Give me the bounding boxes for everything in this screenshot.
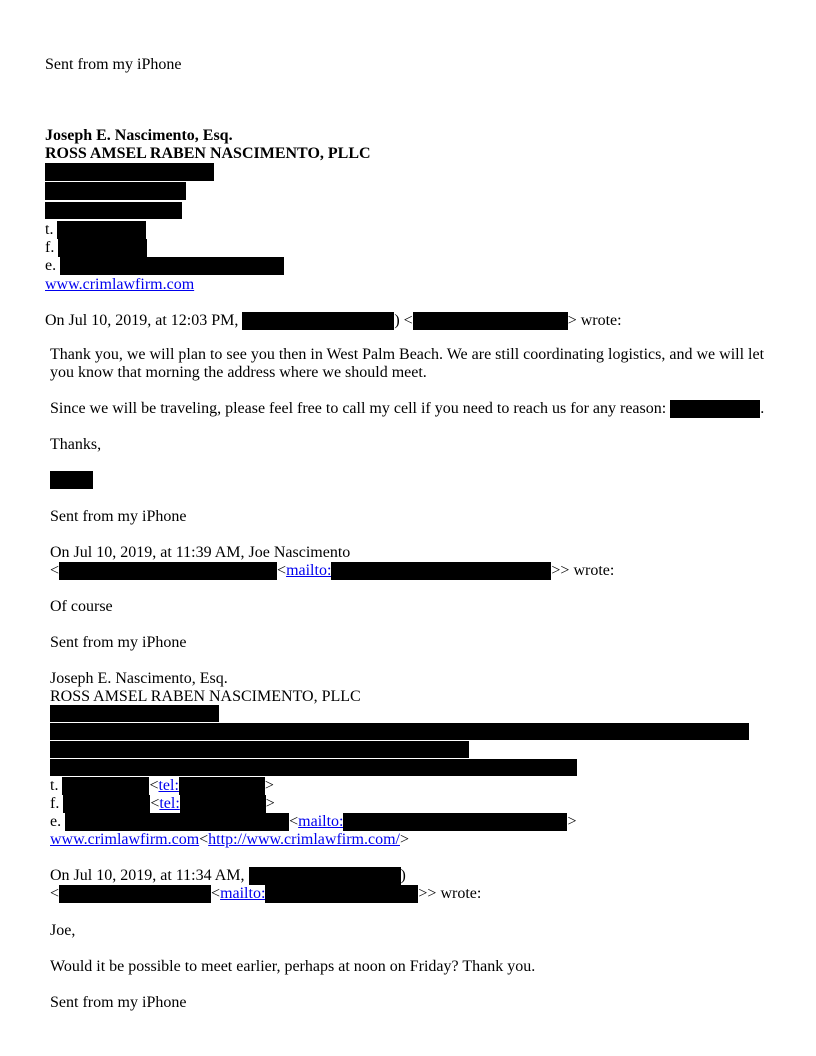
redacted-email-2 xyxy=(59,562,277,580)
sig2-email-gt: > xyxy=(567,813,577,830)
website-link[interactable]: www.crimlawfirm.com xyxy=(45,276,195,293)
redacted-sender-name xyxy=(242,312,394,330)
redacted-address2-3 xyxy=(50,741,469,758)
message1-sent-from: Sent from my iPhone xyxy=(50,508,187,525)
redacted-email-3 xyxy=(65,813,289,831)
sig2-fax-lt: < xyxy=(150,795,160,812)
website-url-link[interactable]: http://www.crimlawfirm.com/ xyxy=(208,831,400,848)
message1-para2-text: Since we will be traveling, please feel free to call my cell if you need to reach us for any reason: xyxy=(50,400,667,417)
tel-link-phone[interactable]: tel: xyxy=(158,777,179,794)
redacted-fax xyxy=(58,239,147,257)
reply-header-3-line2 xyxy=(50,885,481,903)
reply-header-1-date: On Jul 10, 2019, at 12:03 PM, xyxy=(45,312,239,329)
sig2-email-prefix: e. xyxy=(50,813,62,830)
reply-header-3-line1 xyxy=(50,867,406,885)
redacted-address-1 xyxy=(45,163,214,181)
redacted-mailto-3 xyxy=(265,885,418,903)
redacted-tel-phone xyxy=(179,777,265,795)
redacted-cell-number xyxy=(670,400,760,418)
sig2-website-line xyxy=(50,831,409,849)
message3-sent-from: Sent from my iPhone xyxy=(50,994,187,1011)
message2-text: Of course xyxy=(50,598,113,615)
reply-header-1 xyxy=(45,312,622,330)
sig-email-prefix: e. xyxy=(45,257,57,274)
message3-greeting: Joe, xyxy=(50,922,76,939)
reply-header-2-lt: < xyxy=(50,562,60,579)
redacted-address-3 xyxy=(45,202,182,219)
sig-fax-prefix: f. xyxy=(45,239,55,256)
sig2-phone-gt: > xyxy=(264,777,274,794)
sig-phone-line xyxy=(45,221,146,239)
message3-body: Would it be possible to meet earlier, perhaps at noon on Friday? Thank you. xyxy=(50,958,536,975)
sig2-phone-lt: < xyxy=(149,777,159,794)
sig2-phone-line xyxy=(50,777,274,795)
sig2-email-line xyxy=(50,813,577,831)
message1-line2: you know that morning the address where we should meet. xyxy=(50,364,427,381)
redacted-fax-2 xyxy=(63,795,150,813)
redacted-address2-4 xyxy=(50,759,577,776)
sent-from-top: Sent from my iPhone xyxy=(45,56,182,73)
reply-header-3-paren: ) xyxy=(400,867,406,884)
redacted-mailto-2 xyxy=(331,562,551,580)
sig2-email-lt: < xyxy=(289,813,299,830)
reply-header-3-lt2: < xyxy=(211,885,221,902)
sig-phone-prefix: t. xyxy=(45,221,54,238)
redacted-phone xyxy=(57,221,146,239)
message1-line1: Thank you, we will plan to see you then in West Palm Beach. We are still coordinating logistics, and we will let xyxy=(50,346,765,363)
redacted-sender-email xyxy=(413,312,568,330)
reply-header-3-lt: < xyxy=(50,885,60,902)
sig-fax-line xyxy=(45,239,147,257)
redacted-address-2 xyxy=(45,182,186,200)
message1-para2 xyxy=(50,400,764,418)
message1-para2-end: . xyxy=(760,400,765,417)
reply-header-1-suffix: > wrote: xyxy=(567,312,622,329)
redacted-email-4 xyxy=(59,885,211,903)
redacted-tel-fax xyxy=(180,795,266,813)
reply-header-3-suffix: >> wrote: xyxy=(418,885,482,902)
reply-header-2-line2 xyxy=(50,562,614,580)
sig2-fax-gt: > xyxy=(265,795,275,812)
tel-link-fax[interactable]: tel: xyxy=(159,795,180,812)
redacted-address2-1 xyxy=(50,705,219,722)
redacted-sender-signature xyxy=(50,471,93,489)
redacted-mailto-sig2 xyxy=(343,813,567,831)
sig2-phone-prefix: t. xyxy=(50,777,59,794)
redacted-sender-name-3 xyxy=(249,867,401,885)
sig2-fax-prefix: f. xyxy=(50,795,60,812)
signature-firm: ROSS AMSEL RABEN NASCIMENTO, PLLC xyxy=(45,145,371,162)
reply-header-2-line1: On Jul 10, 2019, at 11:39 AM, Joe Nascimento xyxy=(50,544,351,561)
signature2-firm: ROSS AMSEL RABEN NASCIMENTO, PLLC xyxy=(50,688,361,705)
redacted-email xyxy=(60,257,284,275)
signature-name: Joseph E. Nascimento, Esq. xyxy=(45,127,233,144)
signature2-name: Joseph E. Nascimento, Esq. xyxy=(50,670,228,687)
message1-thanks: Thanks, xyxy=(50,436,102,453)
reply-header-2-suffix: >> wrote: xyxy=(551,562,615,579)
redacted-phone-2 xyxy=(62,777,149,795)
sig-email-line xyxy=(45,257,284,275)
sig2-website-lt: < xyxy=(199,831,209,848)
website-link-2[interactable]: www.crimlawfirm.com xyxy=(50,831,200,848)
sig2-website-gt: > xyxy=(399,831,410,848)
reply-header-2-lt2: < xyxy=(277,562,287,579)
reply-header-3-date: On Jul 10, 2019, at 11:34 AM, xyxy=(50,867,245,884)
mailto-link-sig2[interactable]: mailto: xyxy=(298,813,344,830)
reply-header-1-mid: ) < xyxy=(394,312,413,329)
redacted-address2-2 xyxy=(50,723,749,740)
sig2-fax-line xyxy=(50,795,275,813)
message2-sent-from: Sent from my iPhone xyxy=(50,634,187,651)
mailto-link-3[interactable]: mailto: xyxy=(220,885,266,902)
mailto-link-2[interactable]: mailto: xyxy=(286,562,332,579)
